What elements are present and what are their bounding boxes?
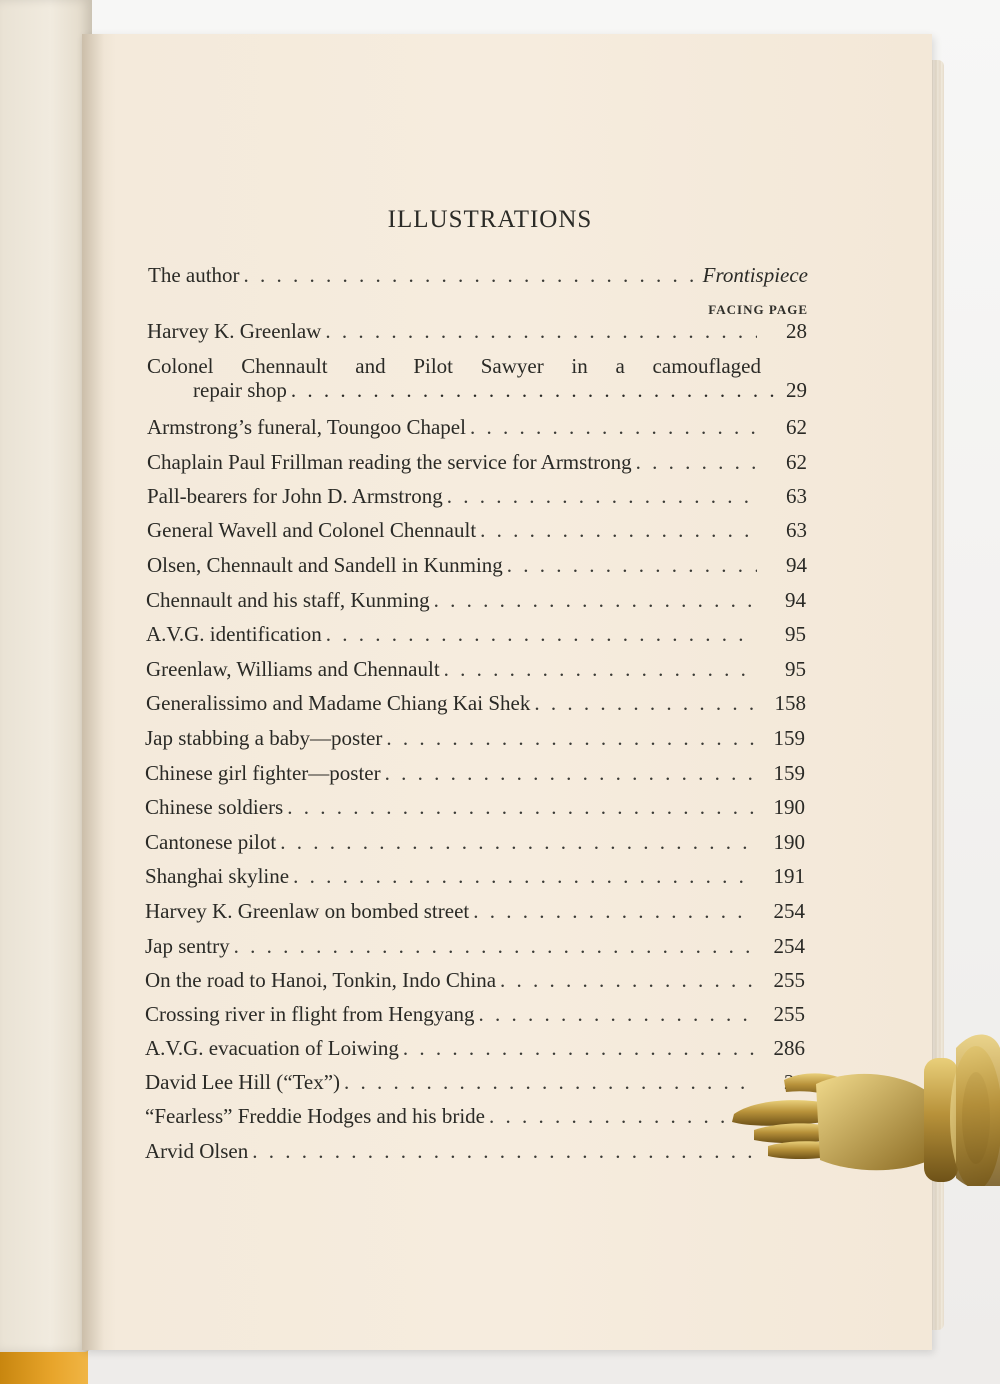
entry-page: 95 [785,657,806,681]
list-item [145,725,805,751]
entry-label-line-2-row [193,378,807,402]
entry-label: Armstrong’s funeral, Toungoo Chapel [147,415,466,439]
leader-dots [473,898,755,924]
list-item [145,933,805,959]
leader-dots [403,1035,755,1061]
entry-page: 29 [786,378,807,402]
list-item-frontispiece [148,262,808,288]
leader-dots [244,262,699,288]
list-item [145,967,805,993]
list-item [147,483,807,509]
list-item [145,1138,805,1164]
entry-label: Pall-bearers for John D. Armstrong [147,484,443,508]
entry-label: “Fearless” Freddie Hodges and his bride [145,1104,485,1128]
entry-label: Shanghai skyline [145,864,290,888]
entry-page: 191 [773,864,805,888]
hand-cuff [924,1034,1000,1186]
leader-dots [287,794,755,820]
entry-label: A.V.G. evacuation of Loiwing [145,1036,399,1060]
list-item [145,829,805,855]
entry-label: Generalissimo and Madame Chiang Kai Shek [146,691,531,715]
leader-dots [344,1069,755,1095]
list-item [147,517,807,543]
entry-label: The author [148,263,240,287]
list-item-two-line [147,354,807,402]
list-item [146,621,806,647]
entry-label: Cantonese pilot [145,830,277,854]
entry-label: Jap stabbing a baby—poster [145,726,383,750]
entry-page: 94 [786,553,807,577]
entry-label: On the road to Hanoi, Tonkin, Indo China [145,968,497,992]
leader-dots [234,933,755,959]
leader-dots [325,318,757,344]
entry-label: Arvid Olsen [145,1139,249,1163]
entry-page: 158 [774,691,806,715]
list-item [145,1069,805,1095]
list-item [147,552,807,578]
entry-label: Crossing river in flight from Hengyang [145,1002,475,1026]
leader-dots [280,829,755,855]
leader-dots [480,517,757,543]
list-item [146,690,806,716]
entry-page: 62 [786,415,807,439]
entry-page: Frontispiece [702,263,808,287]
entry-label: Jap sentry [145,934,230,958]
leader-dots [444,656,756,682]
entry-page: 159 [773,761,805,785]
leader-dots [470,414,757,440]
entry-page: 254 [773,934,805,958]
leader-dots [534,690,756,716]
entry-label: Chennault and his staff, Kunming [146,588,430,612]
leader-dots [507,552,757,578]
entry-label: Chinese soldiers [145,795,284,819]
list-item [145,760,805,786]
list-item [146,587,806,613]
list-item [145,794,805,820]
entry-page: 255 [773,968,805,992]
list-item [147,449,807,475]
entry-page: 28 [786,319,807,343]
entry-label-line-1: Colonel Chennault and Pilot Sawyer in a camouflaged [147,354,761,378]
entry-page: 63 [786,484,807,508]
hand-palm [816,1074,934,1170]
entry-label-line-2: repair shop [193,378,287,402]
entry-label: Harvey K. Greenlaw on bombed street [145,899,470,923]
entry-page: 94 [785,588,806,612]
leader-dots [386,725,755,751]
entry-page: 62 [786,450,807,474]
leader-dots [252,1138,755,1164]
entry-label: Harvey K. Greenlaw [147,319,322,343]
leader-dots [447,483,757,509]
list-item [146,656,806,682]
facing-page-label: FACING PAGE [708,302,808,317]
list-item [145,863,805,889]
leader-dots [293,863,755,889]
entry-label: David Lee Hill (“Tex”) [145,1070,341,1094]
entry-label: Chinese girl fighter—poster [145,761,381,785]
list-item [147,414,807,440]
list-item [145,1035,805,1061]
entry-label: A.V.G. identification [146,622,322,646]
leader-dots [500,967,755,993]
entry-page: 254 [773,899,805,923]
entry-label: Greenlaw, Williams and Chennault [146,657,440,681]
list-item [145,1103,805,1129]
leader-dots [326,621,756,647]
entry-label: Chaplain Paul Frillman reading the service for Armstrong [147,450,632,474]
entry-page: 63 [786,518,807,542]
entry-page: 190 [773,795,805,819]
brass-hand-bookmark [724,1018,1000,1186]
entry-page: 95 [785,622,806,646]
entry-label: General Wavell and Colonel Chennault [147,518,477,542]
entry-page: 159 [773,726,805,750]
leader-dots [434,587,756,613]
leader-dots [291,378,782,402]
leader-dots [385,760,755,786]
leader-dots [489,1103,755,1129]
entry-page: 190 [773,830,805,854]
entry-page: 255 [773,1002,805,1026]
list-item [147,318,807,344]
page-title: ILLUSTRATIONS [387,206,593,233]
entry-page: 286 [773,1036,805,1060]
entry-label: Olsen, Chennault and Sandell in Kunming [147,553,503,577]
leader-dots [479,1001,755,1027]
list-item [145,1001,805,1027]
leader-dots [636,449,757,475]
list-item [145,898,805,924]
